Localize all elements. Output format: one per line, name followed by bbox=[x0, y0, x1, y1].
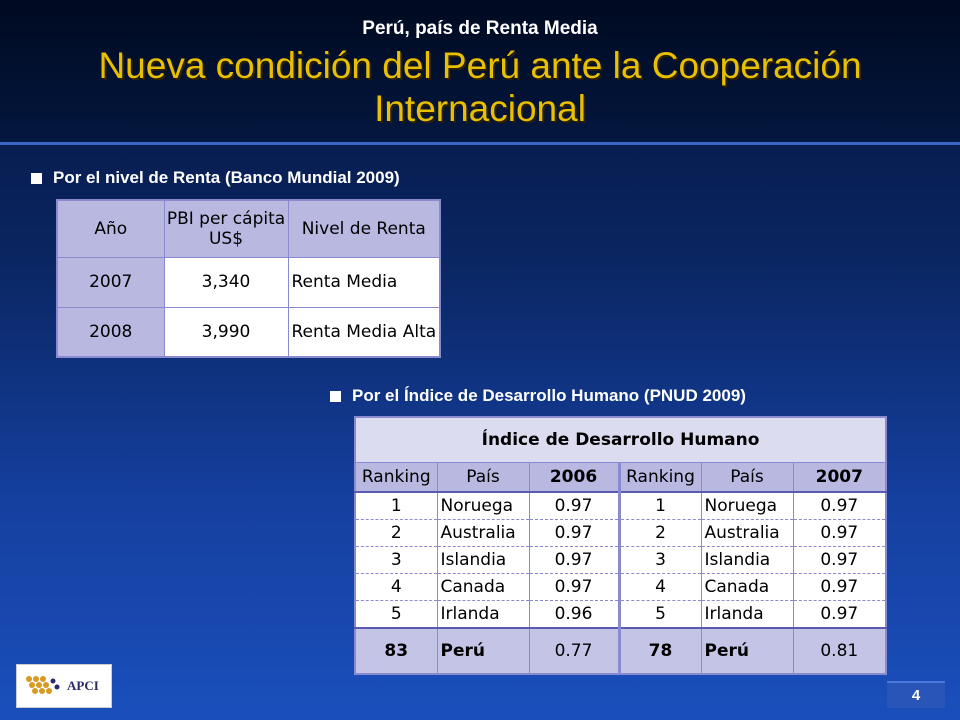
hdi-table-title: Índice de Desarrollo Humano bbox=[355, 417, 886, 462]
cell-ranking: 2 bbox=[355, 519, 437, 546]
cell-index: 0.96 bbox=[529, 601, 619, 628]
bullet-square-icon bbox=[31, 173, 42, 184]
cell-level: Renta Media Alta bbox=[288, 307, 440, 357]
page-number: 4 bbox=[887, 683, 945, 708]
cell-country: Australia bbox=[701, 519, 793, 546]
cell-index: 0.77 bbox=[529, 628, 619, 674]
col-header-ranking: Ranking bbox=[355, 462, 437, 492]
cell-country: Canada bbox=[701, 574, 793, 601]
cell-country: Canada bbox=[437, 574, 529, 601]
cell-index: 0.97 bbox=[793, 574, 886, 601]
table-row-peru bbox=[355, 628, 886, 674]
cell-country: Australia bbox=[437, 519, 529, 546]
cell-level: Renta Media bbox=[288, 257, 440, 307]
income-level-table bbox=[56, 199, 441, 358]
cell-ranking: 3 bbox=[355, 546, 437, 573]
bullet-square-icon bbox=[330, 391, 341, 402]
col-header-country: País bbox=[701, 462, 793, 492]
table-row bbox=[355, 574, 886, 601]
cell-ranking: 5 bbox=[619, 601, 701, 628]
table-row bbox=[355, 546, 886, 573]
section2-heading-row bbox=[330, 386, 746, 406]
col-header-gdp: PBI per cápita US$ bbox=[164, 200, 288, 257]
cell-index: 0.97 bbox=[529, 546, 619, 573]
cell-year: 2008 bbox=[57, 307, 164, 357]
cell-year: 2007 bbox=[57, 257, 164, 307]
cell-ranking: 3 bbox=[619, 546, 701, 573]
cell-gdp: 3,340 bbox=[164, 257, 288, 307]
section1-heading-row bbox=[31, 168, 400, 188]
table-row bbox=[355, 601, 886, 628]
apci-logo-mark-icon bbox=[25, 673, 63, 697]
cell-index: 0.97 bbox=[793, 546, 886, 573]
slide-supertitle: Perú, país de Renta Media bbox=[362, 18, 598, 39]
cell-ranking: 4 bbox=[619, 574, 701, 601]
cell-index: 0.97 bbox=[529, 519, 619, 546]
apci-logo-text: APCI bbox=[67, 678, 99, 693]
section2-heading: Por el Índice de Desarrollo Humano (PNUD 2009) bbox=[352, 386, 746, 405]
cell-country: Islandia bbox=[437, 546, 529, 573]
cell-ranking: 5 bbox=[355, 601, 437, 628]
cell-index: 0.97 bbox=[529, 574, 619, 601]
col-header-level: Nivel de Renta bbox=[288, 200, 440, 257]
table-row bbox=[355, 492, 886, 519]
cell-ranking: 4 bbox=[355, 574, 437, 601]
cell-ranking: 2 bbox=[619, 519, 701, 546]
cell-country: Noruega bbox=[701, 492, 793, 519]
slide-title: Nueva condición del Perú ante la Cooperación Internacional bbox=[98, 45, 862, 129]
table-row bbox=[355, 519, 886, 546]
cell-gdp: 3,990 bbox=[164, 307, 288, 357]
col-header-2007: 2007 bbox=[793, 462, 886, 492]
cell-country: Islandia bbox=[701, 546, 793, 573]
cell-ranking: 1 bbox=[619, 492, 701, 519]
cell-country: Noruega bbox=[437, 492, 529, 519]
col-header-2006: 2006 bbox=[529, 462, 619, 492]
cell-index: 0.81 bbox=[793, 628, 886, 674]
header-rule bbox=[0, 142, 960, 145]
apci-logo bbox=[16, 664, 112, 708]
table-row bbox=[57, 257, 440, 307]
cell-index: 0.97 bbox=[793, 519, 886, 546]
cell-ranking: 78 bbox=[619, 628, 701, 674]
table-row bbox=[57, 307, 440, 357]
cell-index: 0.97 bbox=[529, 492, 619, 519]
cell-index: 0.97 bbox=[793, 492, 886, 519]
col-header-year: Año bbox=[57, 200, 164, 257]
cell-ranking: 1 bbox=[355, 492, 437, 519]
cell-country: Irlanda bbox=[437, 601, 529, 628]
cell-country: Perú bbox=[701, 628, 793, 674]
section1-heading: Por el nivel de Renta (Banco Mundial 2009) bbox=[53, 168, 400, 187]
col-header-ranking: Ranking bbox=[619, 462, 701, 492]
col-header-country: País bbox=[437, 462, 529, 492]
cell-ranking: 83 bbox=[355, 628, 437, 674]
cell-index: 0.97 bbox=[793, 601, 886, 628]
cell-country: Perú bbox=[437, 628, 529, 674]
hdi-table bbox=[354, 416, 887, 675]
cell-country: Irlanda bbox=[701, 601, 793, 628]
